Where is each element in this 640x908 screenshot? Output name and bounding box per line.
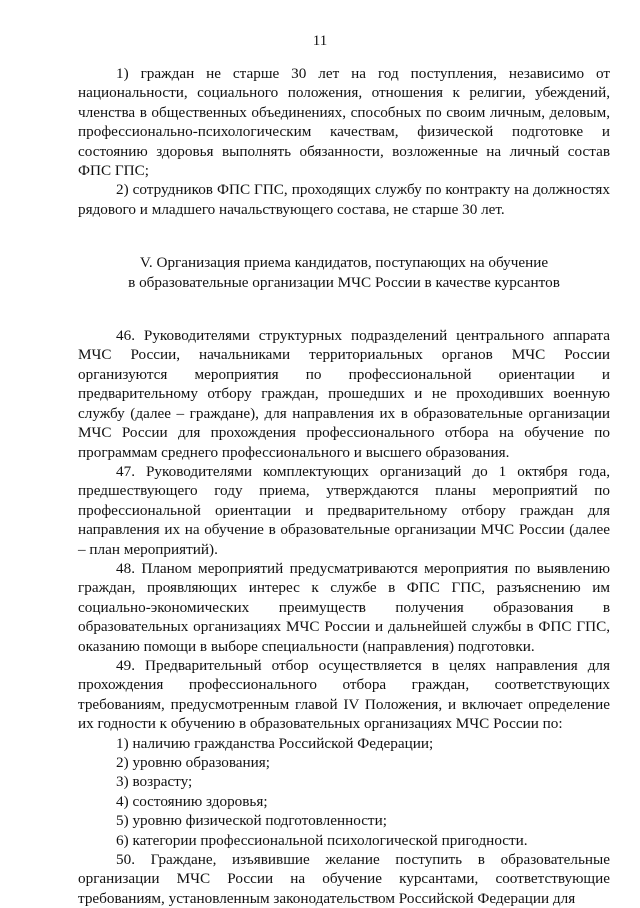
criteria-list-item: 4) состоянию здоровья;: [116, 792, 268, 810]
page-number: 11: [312, 33, 328, 49]
criteria-list-item: 3) возрасту;: [116, 773, 193, 791]
criteria-list-item: 1) наличию гражданства Российской Федерации;: [116, 734, 434, 752]
section-heading-line: в образовательные организации МЧС России в качестве курсантов: [128, 273, 560, 291]
criteria-list-item: 6) категории профессиональной психологической пригодности.: [116, 831, 528, 849]
document-body: [78, 64, 610, 908]
list-item-paragraph: 1) граждан не старше 30 лет на год поступления, независимо от национальности, социального положения, отношения к религии, убеждений, членства в общественных объединениях, способных по своим личным, деловым, профессионально-психологическим качествам, физической подготовке и состоянию здоровья выполнять обязанности, возложенные на личный состав ФПС ГПС;: [78, 65, 610, 180]
paragraph-48: 48. Планом мероприятий предусматриваются мероприятия по выявлению граждан, проявляющих интерес к службе в ФПС ГПС, разъяснению им социально-экономических преимуществ получения образования в образовательных организациях МЧС России и дальнейшей службы в ФПС ГПС, оказанию помощи в выборе специальности (направления) подготовки.: [78, 559, 610, 655]
section-heading-line: V. Организация приема кандидатов, поступающих на обучение: [139, 254, 549, 272]
paragraph-47: 47. Руководителями комплектующих организаций до 1 октября года, предшествующего году приема, утверждаются планы мероприятий по профессиональной ориентации и предварительному отбору граждан для направления их на обучение в образовательные организации МЧС России (далее – план мероприятий).: [78, 462, 610, 558]
paragraph-46: 46. Руководителями структурных подразделений центрального аппарата МЧС России, начальниками территориальных органов МЧС России организуются мероприятия по профессиональной ориентации и предварительному отбору граждан, прошедших и не проходивших военную службу (далее – граждане), для направления их в образовательные организации МЧС России для прохождения профессионального отбора на обучение по программам среднего профессионального и высшего образования.: [78, 327, 610, 461]
criteria-list-item: 2) уровню образования;: [116, 754, 271, 771]
section-heading: [78, 253, 610, 292]
paragraph-49: 49. Предварительный отбор осуществляется в целях направления для прохождения профессионального отбора граждан, соответствующих требованиям, предусмотренным главой IV Положения, и включает определение их годности к обучению в образовательных организациях МЧС России по:: [78, 656, 610, 733]
list-item-paragraph: 2) сотрудников ФПС ГПС, проходящих службу по контракту на должностях рядового и младшего начальствующего состава, не старше 30 лет.: [78, 181, 610, 218]
criteria-list-item: 5) уровню физической подготовленности;: [116, 812, 387, 830]
paragraph-50: 50. Граждане, изъявившие желание поступить в образовательные организации МЧС России на обучение курсантами, соответствующие требованиям, установленным законодательством Российской Федерации для: [78, 851, 610, 907]
